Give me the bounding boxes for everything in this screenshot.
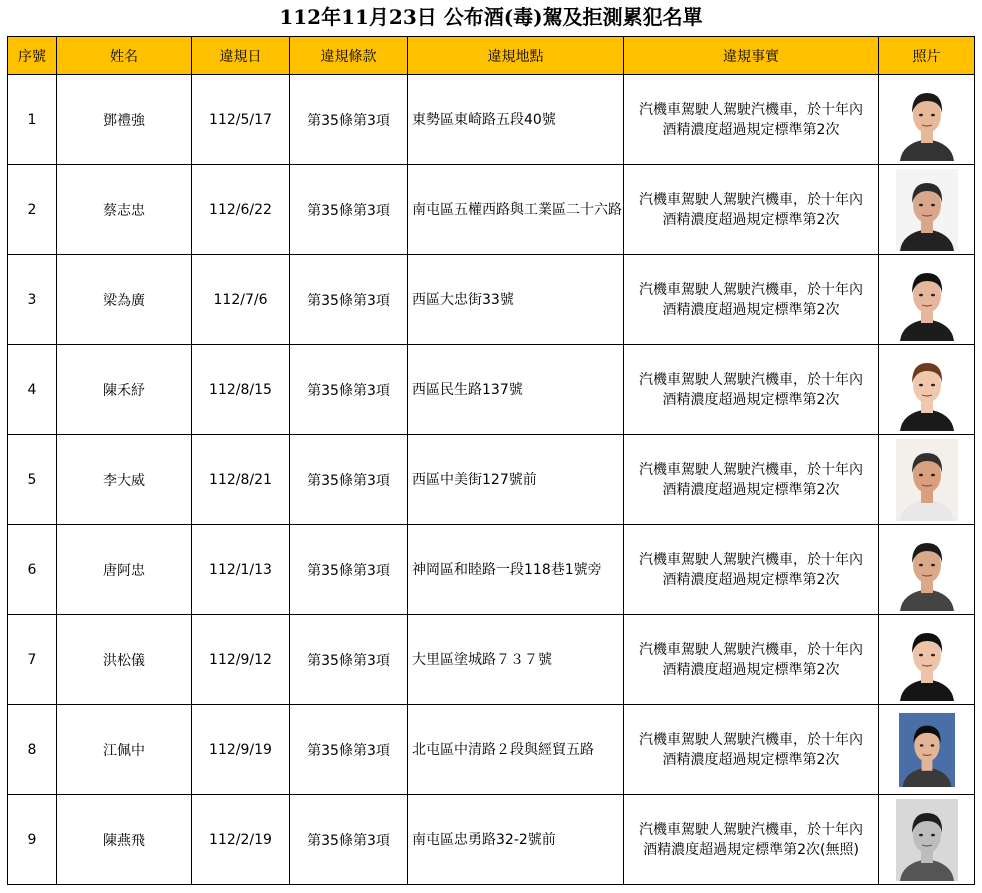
mugshot-photo bbox=[896, 349, 958, 431]
table-row bbox=[8, 615, 975, 705]
place-cell: 西區大忠街33號 bbox=[408, 255, 624, 345]
date-cell: 112/5/17 bbox=[192, 75, 290, 165]
fact-line-2: 酒精濃度超過規定標準第2次 bbox=[662, 211, 840, 228]
photo-cell bbox=[879, 435, 975, 525]
fact-cell bbox=[624, 795, 879, 885]
header-clause: 違規條款 bbox=[290, 37, 408, 75]
fact-line-1: 汽機車駕駛人駕駛汽機車，於十年內 bbox=[639, 551, 863, 568]
clause-cell: 第35條第3項 bbox=[290, 255, 408, 345]
fact-line-2: 酒精濃度超過規定標準第2次(無照) bbox=[643, 841, 859, 858]
fact-line-1: 汽機車駕駛人駕駛汽機車，於十年內 bbox=[639, 281, 863, 298]
photo-cell bbox=[879, 705, 975, 795]
name-cell: 洪松儀 bbox=[57, 615, 192, 705]
fact-line-2: 酒精濃度超過規定標準第2次 bbox=[662, 661, 840, 678]
place-cell: 西區民生路137號 bbox=[408, 345, 624, 435]
date-cell: 112/8/15 bbox=[192, 345, 290, 435]
fact-line-2: 酒精濃度超過規定標準第2次 bbox=[662, 571, 840, 588]
table-row bbox=[8, 165, 975, 255]
table-row bbox=[8, 795, 975, 885]
clause-cell: 第35條第3項 bbox=[290, 435, 408, 525]
page-title: 112年11月23日 公布酒(毒)駕及拒測累犯名單 bbox=[279, 5, 703, 29]
fact-cell bbox=[624, 345, 879, 435]
header-fact: 違規事實 bbox=[624, 37, 879, 75]
name-cell: 蔡志忠 bbox=[57, 165, 192, 255]
clause-cell: 第35條第3項 bbox=[290, 165, 408, 255]
mugshot-photo bbox=[896, 799, 958, 881]
fact-cell bbox=[624, 525, 879, 615]
table-row bbox=[8, 345, 975, 435]
mugshot-photo bbox=[896, 529, 958, 611]
place-cell: 大里區塗城路７３７號 bbox=[408, 615, 624, 705]
photo-cell bbox=[879, 75, 975, 165]
name-cell: 唐阿忠 bbox=[57, 525, 192, 615]
clause-cell: 第35條第3項 bbox=[290, 795, 408, 885]
mugshot-photo bbox=[896, 619, 958, 701]
table-row bbox=[8, 705, 975, 795]
seq-cell: 2 bbox=[8, 165, 57, 255]
offender-table bbox=[7, 36, 975, 885]
mugshot-photo bbox=[896, 169, 958, 251]
place-cell: 神岡區和睦路一段118巷1號旁 bbox=[408, 525, 624, 615]
seq-cell: 6 bbox=[8, 525, 57, 615]
date-cell: 112/6/22 bbox=[192, 165, 290, 255]
fact-line-1: 汽機車駕駛人駕駛汽機車，於十年內 bbox=[639, 821, 863, 838]
fact-cell bbox=[624, 165, 879, 255]
photo-cell bbox=[879, 525, 975, 615]
fact-line-1: 汽機車駕駛人駕駛汽機車，於十年內 bbox=[639, 101, 863, 118]
date-cell: 112/9/12 bbox=[192, 615, 290, 705]
date-cell: 112/9/19 bbox=[192, 705, 290, 795]
seq-cell: 4 bbox=[8, 345, 57, 435]
fact-cell bbox=[624, 705, 879, 795]
seq-cell: 1 bbox=[8, 75, 57, 165]
fact-cell bbox=[624, 75, 879, 165]
seq-cell: 7 bbox=[8, 615, 57, 705]
table-row bbox=[8, 255, 975, 345]
place-cell: 南屯區忠勇路32-2號前 bbox=[408, 795, 624, 885]
fact-line-1: 汽機車駕駛人駕駛汽機車，於十年內 bbox=[639, 461, 863, 478]
place-cell: 東勢區東崎路五段40號 bbox=[408, 75, 624, 165]
fact-line-2: 酒精濃度超過規定標準第2次 bbox=[662, 751, 840, 768]
name-cell: 梁為廣 bbox=[57, 255, 192, 345]
photo-cell bbox=[879, 345, 975, 435]
table-row bbox=[8, 435, 975, 525]
place-cell: 北屯區中清路２段與經貿五路 bbox=[408, 705, 624, 795]
mugshot-photo bbox=[896, 79, 958, 161]
clause-cell: 第35條第3項 bbox=[290, 525, 408, 615]
fact-line-1: 汽機車駕駛人駕駛汽機車，於十年內 bbox=[639, 191, 863, 208]
date-cell: 112/1/13 bbox=[192, 525, 290, 615]
fact-cell bbox=[624, 435, 879, 525]
date-cell: 112/7/6 bbox=[192, 255, 290, 345]
mugshot-photo bbox=[896, 439, 958, 521]
name-cell: 李大威 bbox=[57, 435, 192, 525]
fact-line-2: 酒精濃度超過規定標準第2次 bbox=[662, 481, 840, 498]
photo-cell bbox=[879, 795, 975, 885]
name-cell: 陳禾紓 bbox=[57, 345, 192, 435]
mugshot-photo bbox=[899, 709, 955, 791]
photo-cell bbox=[879, 615, 975, 705]
fact-line-1: 汽機車駕駛人駕駛汽機車，於十年內 bbox=[639, 641, 863, 658]
header-date: 違規日 bbox=[192, 37, 290, 75]
fact-cell bbox=[624, 255, 879, 345]
clause-cell: 第35條第3項 bbox=[290, 345, 408, 435]
place-cell: 南屯區五權西路與工業區二十六路 bbox=[408, 165, 624, 255]
header-seq: 序號 bbox=[8, 37, 57, 75]
date-cell: 112/2/19 bbox=[192, 795, 290, 885]
seq-cell: 5 bbox=[8, 435, 57, 525]
name-cell: 江佩中 bbox=[57, 705, 192, 795]
clause-cell: 第35條第3項 bbox=[290, 615, 408, 705]
header-name: 姓名 bbox=[57, 37, 192, 75]
clause-cell: 第35條第3項 bbox=[290, 705, 408, 795]
mugshot-photo bbox=[896, 259, 958, 341]
table-row bbox=[8, 75, 975, 165]
seq-cell: 8 bbox=[8, 705, 57, 795]
fact-line-1: 汽機車駕駛人駕駛汽機車，於十年內 bbox=[639, 731, 863, 748]
seq-cell: 3 bbox=[8, 255, 57, 345]
table-header-row bbox=[8, 37, 975, 75]
date-cell: 112/8/21 bbox=[192, 435, 290, 525]
fact-line-2: 酒精濃度超過規定標準第2次 bbox=[662, 391, 840, 408]
table-row bbox=[8, 525, 975, 615]
name-cell: 鄧禮強 bbox=[57, 75, 192, 165]
name-cell: 陳燕飛 bbox=[57, 795, 192, 885]
photo-cell bbox=[879, 165, 975, 255]
seq-cell: 9 bbox=[8, 795, 57, 885]
place-cell: 西區中美街127號前 bbox=[408, 435, 624, 525]
header-place: 違規地點 bbox=[408, 37, 624, 75]
header-photo: 照片 bbox=[879, 37, 975, 75]
fact-line-2: 酒精濃度超過規定標準第2次 bbox=[662, 121, 840, 138]
fact-cell bbox=[624, 615, 879, 705]
photo-cell bbox=[879, 255, 975, 345]
clause-cell: 第35條第3項 bbox=[290, 75, 408, 165]
fact-line-2: 酒精濃度超過規定標準第2次 bbox=[662, 301, 840, 318]
fact-line-1: 汽機車駕駛人駕駛汽機車，於十年內 bbox=[639, 371, 863, 388]
